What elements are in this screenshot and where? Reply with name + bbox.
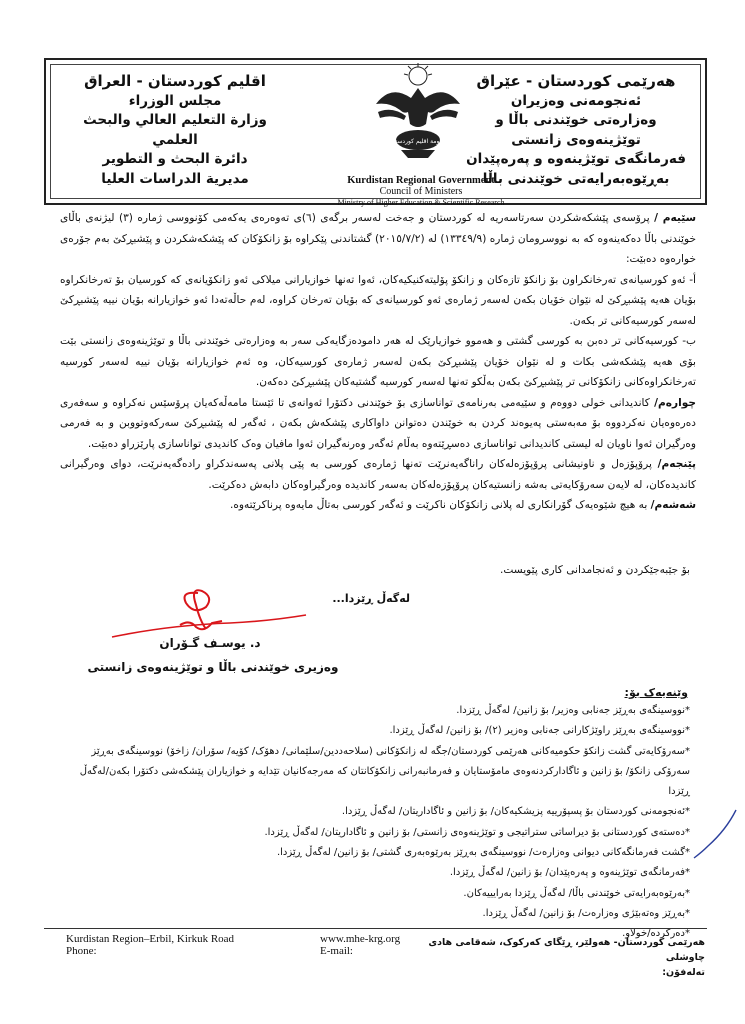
paragraph-sixth <box>60 495 696 516</box>
paragraph-text: پرۆپۆزەل و ناونیشانی پرۆپۆزەلەکان راناگەیەنرێت تەنها ژمارەی کورسی بە پێی پلانی پەسەندکراو رادەگەیەنرێت، دوای وەرگیرانی کاندیدەکان، لە لایەن سەرۆکایەتی بەشە زانستیەکان پرۆپۆزەلەکان بەسەر کاندیدە وەرگیراوەکان دابەش دەکرێت. <box>60 458 696 491</box>
list-item: *سەرۆکایەتی گشت زانکۆ حکومیەکانی هەرێمی کوردستان/جگە لە زانکۆکانی (سلاحەددین/سلێمانی/ دهۆک/ کۆیە/ سۆران/ زاخۆ) نووسینگەی بەڕێز سەرۆکی زانکۆ/ بۆ زانین و ئاگادارکردنەوەی مامۆستایان و فەرمانبەرانی زانکۆکانتان کە مەرجەکانیان تێدایە و خوازیاران پێشکەشی دکتۆرا بکەن/لەگەڵ ڕێزدا <box>79 745 690 798</box>
list-item: *بەڕێز وەتەبێژی وەزارەت/ بۆ زانین/ لەگەڵ ڕێزدا. <box>482 907 690 919</box>
paragraph-fourth <box>60 393 696 455</box>
list-item: *دەستەی کوردستانی بۆ دیراساتی ستراتیجی و توێژینەوەی زانستی/ بۆ زانین و ئاگاداریتان/ لەگەڵ ڕێزدا. <box>264 826 690 838</box>
paragraph-text: پرۆسەی پێشکەشکردن سەرتاسەریە لە کوردستان و جەخت لەسەر برگەی (٦)ی تەوەرەی یەکەمی کۆنووسی ژمارە (٣) لیژنەی باڵای خوێندنی باڵا دەکەینەوە کە بە نووسرومان ژمارە (١٣٣٤٩/٩) لە (٢٠١٥/٧/٢) گشتاندنی پێکراوە بۆ زانکۆکان کە پێشکەشکردن و پێشبڕکێ بەم جۆرەی خوارەوە دەبێت: <box>60 212 696 265</box>
letterhead-kurdish-line: وەزارەتی خوێندنی باڵا و توێژینەوەی زانستی <box>495 112 657 148</box>
letterhead-arabic-line: دائرة البحث و التطوير <box>102 151 248 167</box>
closing-line: بۆ جێبەجێکردن و ئەنجامدانی کاری پێویست. <box>500 564 690 576</box>
paragraph-text: کاندیدانی خولی دووەم و سێیەمی بەرنامەی تواناسازی بۆ خوێندنی دکتۆرا ئەوانەی تا ئێستا مامەڵەکەیان پرۆسێس نەکراوە و سەفەری دەرەوەیان نەکردووە بۆ مەبەستی پەیوەند کردن بە خوێندن دەتوانن داواکاری پێشکەش بکەن ، ئەگەر لە پێشبڕکێ سەرکەوتووبن و بە فەرمی وەرگیران ئەوا ناویان لە لیستی کاندیدانی تواناسازی دەسڕێتەوە بەڵام ئەگەر وەرنەگیران ئەوا مافیان وەک کاندیدی تواناسازی پارێزراو دەبێت. <box>60 396 696 450</box>
footer-divider <box>44 928 707 929</box>
list-item: *ئەنجومەنی کوردستان بۆ پسپۆرییە پزیشکیەکان/ بۆ زانین و ئاگاداریتان/ لەگەڵ ڕێزدا. <box>341 806 690 818</box>
paragraph-lead: سێیەم / <box>654 212 697 224</box>
letterhead-arabic-line: وزارة التعليم العالي والبحث العلمي <box>83 112 267 148</box>
paragraph-lead: شەشەم/ <box>650 499 696 511</box>
footer-phone-ku: تەلەفۆن: <box>662 967 705 978</box>
letterhead-arabic-line: مديرية الدراسات العليا <box>101 170 249 187</box>
paragraph-lead: چوارەم/ <box>654 396 696 409</box>
letterhead-arabic <box>60 72 290 189</box>
list-item: *بەرێوەبەرایەتی خوێندنی باڵا/ لەگەڵ ڕێزدا بەرایییەکان. <box>463 887 690 899</box>
copies-to-title: وێنەیەک بۆ: <box>624 686 688 699</box>
letterhead-arabic-line: اقليم كوردستان - العراق <box>84 72 266 90</box>
council-english: Council of Ministers <box>379 186 463 197</box>
ministry-english-block <box>316 175 526 208</box>
signatory-title: وەزیری خوێندنی باڵا و توێژینەوەی زانستی <box>87 660 339 674</box>
list-item: *نووسینگەی بەڕێز جەنابی وەزیر/ بۆ زانین/ لەگەڵ ڕێزدا. <box>456 705 690 716</box>
paragraph-third <box>60 208 696 270</box>
footer-email: E-mail: <box>320 945 353 957</box>
paragraph-fifth <box>60 454 696 495</box>
list-item: *دەرکردە/خولاو. <box>622 928 690 940</box>
footer-kurdish-address <box>425 935 705 980</box>
footer-web-contact <box>320 933 400 957</box>
letterhead-kurdish-line: هەرێمی کوردستان - عێراق <box>476 72 676 90</box>
logo-inscription: حكومة اقليم كوردستان <box>389 138 447 145</box>
list-item: *گشت فەرمانگەکانی دیوانی وەزارەت/ نووسینگەی بەڕێز بەرێوەبەری گشتی/ بۆ زانین/ لەگەڵ ڕێزدا. <box>276 847 690 859</box>
letterhead-arabic-line: مجلس الوزراء <box>128 92 222 109</box>
signatory-name: د. یوسـف گـۆران <box>159 636 261 650</box>
footer-phone: Phone: <box>66 945 97 957</box>
paragraph-a: أ- ئەو کورسیانەی تەرخانکراون بۆ زانکۆ تازەکان و زانکۆ پۆلیتەکنیکیەکان، ئەوا تەنها خوازیارانی میلاکی ئەو زانکۆیانەی کە کورسیان بۆ تەرخانکراوە بۆیان هەیە پێشبڕکێ لە نێوان خۆیان بکەن لەسەر ژمارەی ئەو کورسیانەی کە بۆیان تەرخان کراوە، لەم حاڵەتەدا ئەو خوازیارانە بۆیان نییە پێشبڕکێ لەسەر کورسیەکانی تر بکەن. <box>60 273 696 327</box>
greeting: لەگەڵ ڕێزدا... <box>332 592 410 605</box>
letterhead-kurdish <box>461 72 691 189</box>
list-item: *فەرمانگەی توێژینەوە و پەرەپێدان/ بۆ زانین/ لەگەڵ ڕێزدا. <box>449 867 690 879</box>
paragraph-text: بە هیچ شێوەیەک گۆرانکاری لە پلانی زانکۆکان ناکرێت و ئەگەر کورسی بەتاڵ مایەوە پرناکرێتەوە. <box>229 499 651 511</box>
footer-address-ku: هەرێمی کوردستان- هەولێر، ڕێگای کەرکوک، شەقامی هادی چاوشلی <box>428 937 705 963</box>
ministry-english: Ministry of Higher Education & Scientific Research <box>337 198 505 207</box>
footer-address: Kurdistan Region–Erbil, Kirkuk Road <box>66 933 235 945</box>
krg-emblem-logo <box>356 62 481 162</box>
footer-website: www.mhe-krg.org <box>320 933 401 945</box>
letterhead-kurdish-line: بەڕێوەبەرایەتی خوێندنی باڵا <box>482 170 670 187</box>
list-item: *نووسینگەی بەڕێز راوێژکارانی جەنابی وەزیر (٢)/ بۆ زانین/ لەگەڵ ڕێزدا. <box>389 725 690 737</box>
letterhead <box>44 58 707 205</box>
pen-mark <box>690 808 740 868</box>
copies-list <box>60 701 690 945</box>
letterhead-kurdish-line: ئەنجومەنی وەزیران <box>510 92 642 109</box>
paragraph-lead: پێنجەم/ <box>657 458 696 470</box>
letterhead-kurdish-line: فەرمانگەی توێژینەوە و پەرەپێدان <box>466 151 686 167</box>
krg-english: Kurdistan Regional Government <box>347 175 495 186</box>
paragraph-b: ب- کورسیەکانی تر دەبن بە کورسی گشتی و هەموو خوازیارێک لە هەر دامودەزگایەکی سەر بە وەزارەتی خوێندنی باڵا و توێژینەوەی زانستی بێت بۆی هەیە پێشکەشی بکات و لە نێوان خۆیان پێشبڕکێ بکەن لەسەر ژمارەی کورسیەکان، وە ئەم خوازیارانە بۆیان نییە لەسەر کورسیە تەرخانکراوەکانی زانکۆکانی تر پێشبڕکێ بکەن بەڵکو تەنها لەسەر کورسیە گشتیەکان پێشبڕکێ دەکەن. <box>60 335 696 388</box>
footer-english-address <box>66 933 234 957</box>
letter-body <box>60 208 696 516</box>
